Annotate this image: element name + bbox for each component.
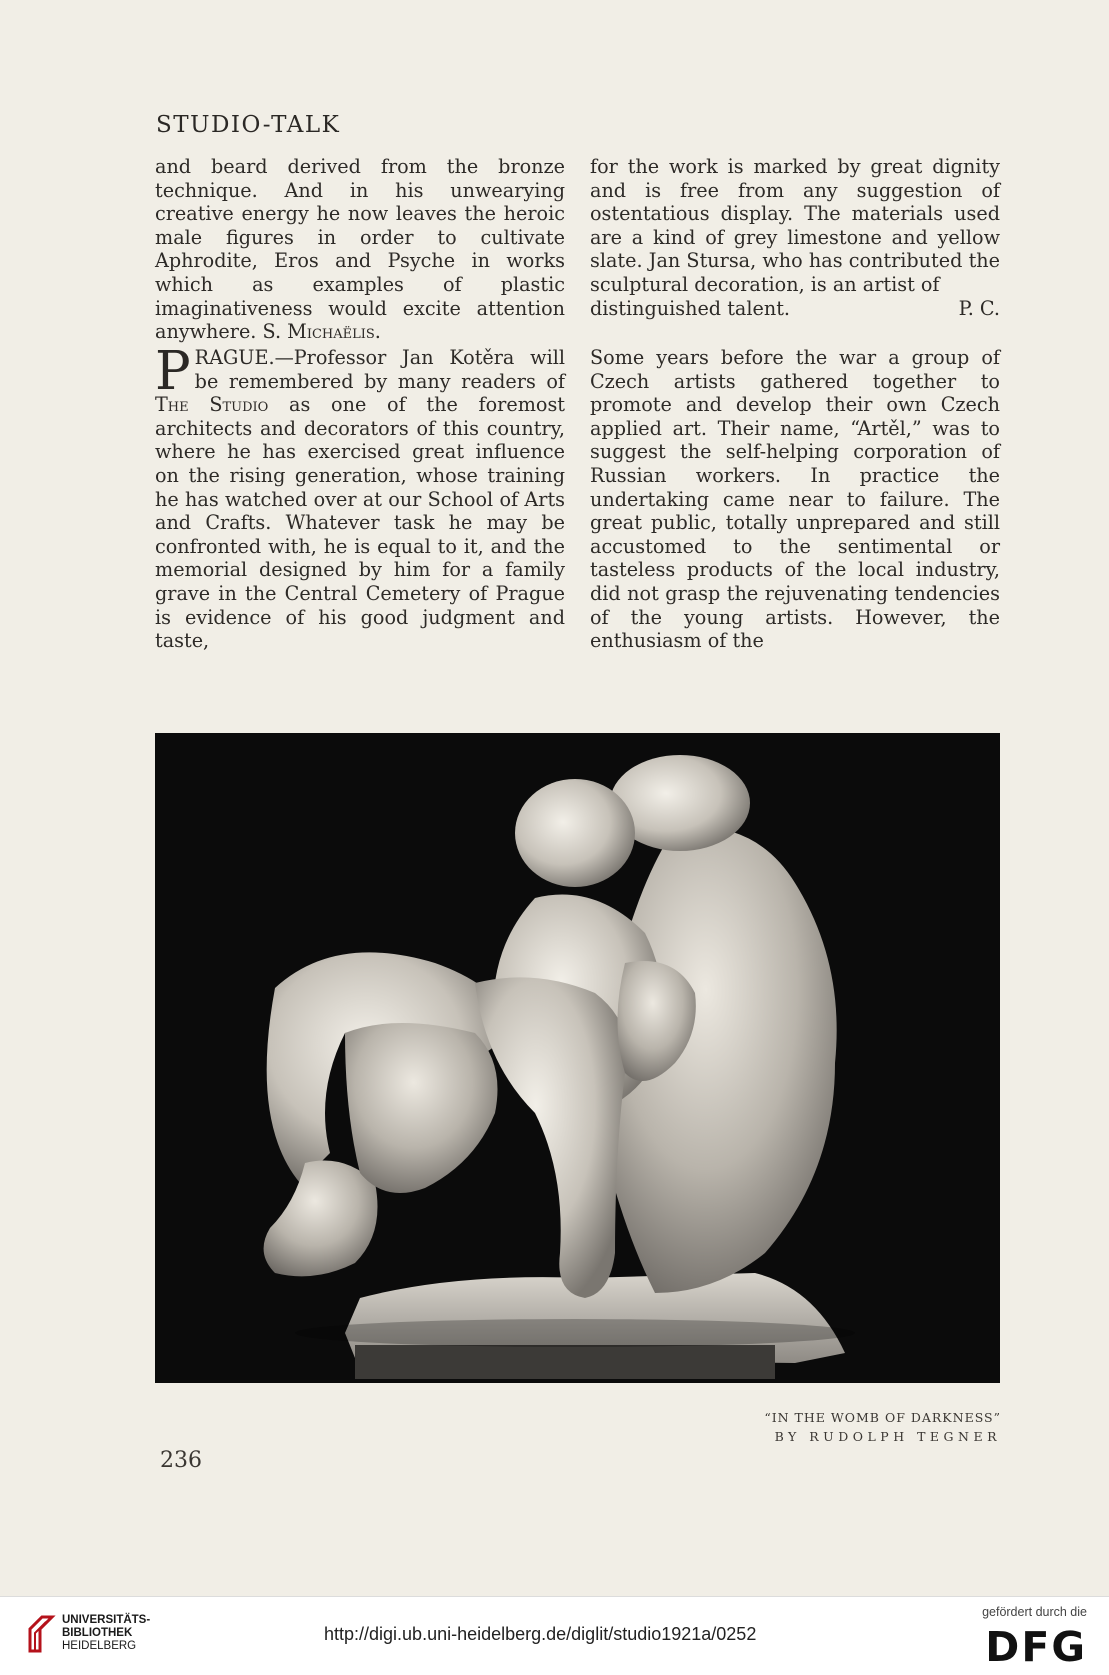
article-prague (155, 341, 565, 653)
article-artel (590, 346, 1000, 653)
closing-text: distinguished talent. (590, 296, 790, 320)
publication-name: The Studio (155, 393, 269, 417)
sculpture-illustration (155, 733, 1000, 1383)
digitization-footer (0, 1596, 1109, 1675)
paragraph (155, 155, 565, 344)
figure-caption (764, 1408, 1001, 1446)
signature-line (590, 297, 1000, 321)
page-number: 236 (160, 1448, 202, 1473)
paragraph: for the work is marked by great dignity and is free from any suggestion of ostentatious display. The materials used are a kind of grey limestone and yellow slate. Jan Stursa, who has contributed the sculptural decoration, is an artist of (590, 155, 1000, 296)
paragraph: PRAGUE.—Professor Jan Kotěra will be remembered by many readers of The Studio as one of the foremost architects and decorators of this country, where he has exercised great influence on the rising generation, whose training he has watched over at our School of Arts and Crafts. Whatever task he may be confronted with, he is equal to it, and the memorial designed by him for a family grave in the Central Cemetery of Prague is evidence of his good judgment and taste, (155, 341, 565, 653)
article-prague-continued (590, 155, 1000, 320)
caption-credit: BY RUDOLPH TEGNER (774, 1429, 1001, 1444)
running-header: STUDIO-TALK (156, 112, 341, 138)
author-signature: S. Michaëlis. (262, 320, 381, 344)
paragraph: Some years before the war a group of Czech artists gathered together to promote and develop their own Czech applied art. Their name, “Artěl,” was to suggest the self-helping corporation of Russian workers. In practice the undertaking came near to failure. The great public, totally unprepared and still accustomed to the sentimental or tasteless products of the local industry, did not grasp the rejuvenating tendencies of the young artists. However, the enthusiasm of the (590, 346, 1000, 653)
library-name (62, 1614, 150, 1653)
drop-cap: P (155, 341, 191, 402)
front-figure-head (515, 779, 635, 887)
library-line: HEIDELBERG (62, 1640, 137, 1652)
funding-note: gefördert durch die (982, 1605, 1087, 1619)
paragraph-text: and beard derived from the bronze technique. And in his unwearying creative energy he now leaves the heroic male figures in order to cultivate Aphrodite, Eros and Psyche in works which as examples of plastic imaginativeness would excite attention anywhere. (155, 155, 565, 344)
library-line: BIBLIOTHEK (62, 1627, 133, 1639)
sculpture-photograph (155, 733, 1000, 1383)
permalink-url[interactable]: http://digi.ub.uni-heidelberg.de/diglit/studio1921a/0252 (324, 1624, 757, 1644)
caption-title: “IN THE WOMB OF DARKNESS” (764, 1410, 1001, 1425)
article-continuation (155, 155, 565, 344)
library-logo-icon (26, 1611, 56, 1655)
plinth (355, 1345, 775, 1379)
author-signature: P. C. (958, 296, 1000, 320)
library-line: UNIVERSITÄTS- (62, 1614, 151, 1626)
dfg-logo: DFG (985, 1623, 1087, 1671)
